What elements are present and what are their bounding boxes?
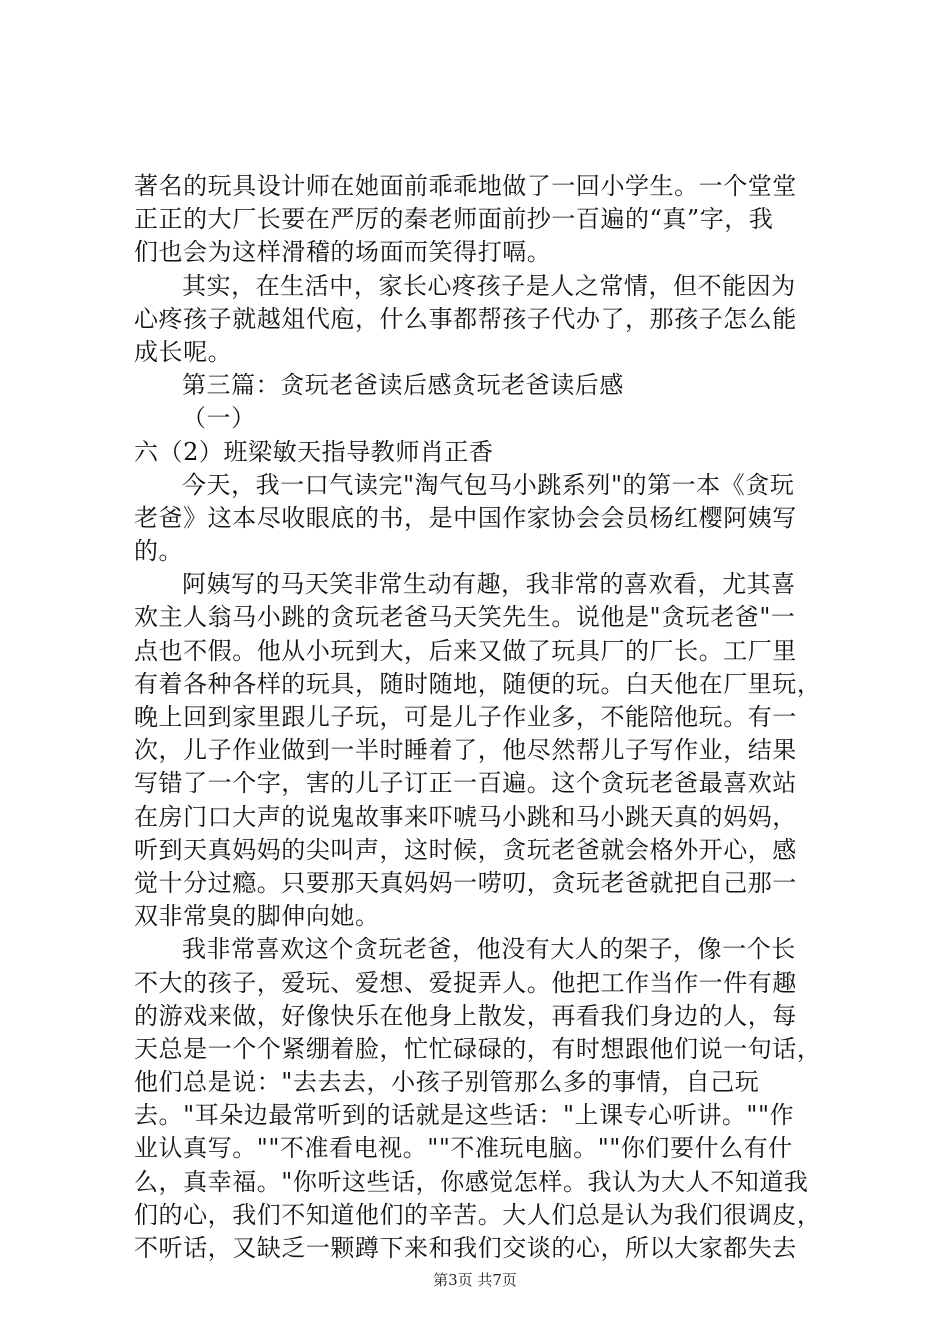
text-line: 写错了一个字，害的儿子订正一百遍。这个贪玩老爸最喜欢站 — [134, 769, 797, 798]
text-line: 晚上回到家里跟儿子玩，可是儿子作业多，不能陪他玩。有一 — [134, 703, 797, 731]
text-line: 他们总是说："去去去，小孩子别管那么多的事情，自己玩 — [134, 1068, 760, 1097]
text-line: 觉十分过瘾。只要那天真妈妈一唠叨，贪玩老爸就把自己那一 — [134, 868, 797, 897]
text-line: 成长呢。 — [134, 337, 233, 366]
text-line: 的。 — [134, 537, 184, 566]
text-line: 著名的玩具设计师在她面前乖乖地做了一回小学生。一个堂堂 — [134, 172, 797, 200]
text-line: 不听话，又缺乏一颗蹲下来和我们交谈的心，所以大家都失去 — [134, 1234, 797, 1262]
text-line: 在房门口大声的说鬼故事来吓唬马小跳和马小跳天真的妈妈， — [134, 802, 797, 831]
text-line: 去。"耳朵边最常听到的话就是这些话："上课专心听讲。""作 — [134, 1101, 795, 1130]
text-line: 的游戏来做，好像快乐在他身上散发，再看我们身边的人，每 — [134, 1001, 797, 1030]
text-line: 今天，我一口气读完"淘气包马小跳系列"的第一本《贪玩 — [182, 470, 795, 499]
text-line: 其实，在生活中，家长心疼孩子是人之常情，但不能因为 — [182, 271, 796, 300]
text-line: 不大的孩子，爱玩、爱想、爱捉弄人。他把工作当作一件有趣 — [134, 968, 797, 997]
page-footer: 第3页 共7页 — [433, 1271, 517, 1289]
text-line: 老爸》这本尽收眼底的书，是中国作家协会会员杨红樱阿姨写 — [134, 503, 797, 532]
document-body — [134, 170, 824, 1265]
text-line: 欢主人翁马小跳的贪玩老爸马天笑先生。说他是"贪玩老爸"一 — [134, 603, 796, 632]
text-line: 正正的大厂长要在严厉的秦老师面前抄一百遍的“真”字，我 — [134, 205, 774, 234]
text-line: 们的心，我们不知道他们的辛苦。大人们总是认为我们很调皮， — [134, 1200, 822, 1229]
text-line: 双非常臭的脚伸向她。 — [134, 902, 380, 931]
text-line: 点也不假。他从小玩到大，后来又做了玩具厂的厂长。工厂里 — [134, 636, 797, 665]
text-line: 么，真幸福。"你听这些话，你感觉怎样。我认为大人不知道我 — [134, 1167, 809, 1196]
text-line: 次，儿子作业做到一半时睡着了，他尽然帮儿子写作业，结果 — [134, 736, 797, 765]
text-line: 们也会为这样滑稽的场面而笑得打嗝。 — [134, 238, 552, 267]
text-line: 心疼孩子就越俎代庖，什么事都帮孩子代办了，那孩子怎么能 — [134, 304, 797, 333]
text-line: 听到天真妈妈的尖叫声，这时候，贪玩老爸就会格外开心，感 — [134, 835, 797, 864]
text-line: 阿姨写的马天笑非常生动有趣，我非常的喜欢看，尤其喜 — [182, 570, 796, 599]
text-line: 天总是一个个紧绷着脸，忙忙碌碌的，有时想跟他们说一句话， — [134, 1034, 822, 1063]
text-line: （一） — [182, 404, 256, 433]
text-line: 六（2）班梁敏天指导教师肖正香 — [134, 437, 494, 466]
text-line: 第三篇：贪玩老爸读后感贪玩老爸读后感 — [182, 371, 624, 400]
text-line: 我非常喜欢这个贪玩老爸，他没有大人的架子，像一个长 — [182, 935, 796, 964]
text-line: 有着各种各样的玩具，随时随地，随便的玩。白天他在厂里玩， — [134, 669, 822, 698]
text-line: 业认真写。""不准看电视。""不准玩电脑。""你们要什么有什 — [134, 1134, 793, 1163]
